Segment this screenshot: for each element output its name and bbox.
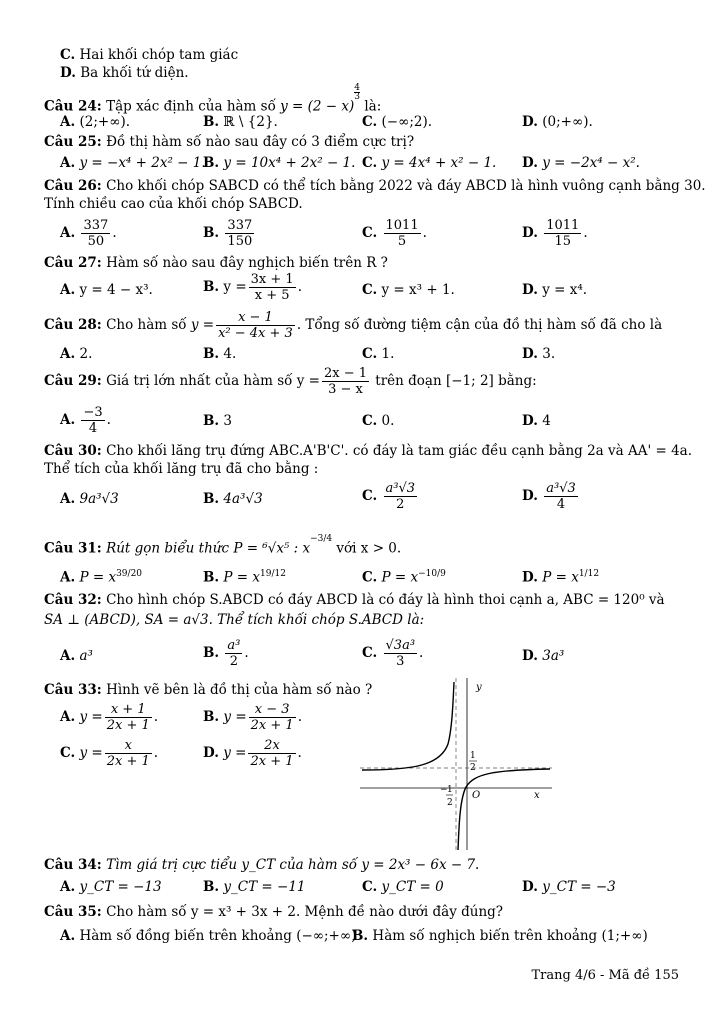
h-asym-den: 2 [470, 763, 476, 773]
q25-option-d: D. y = −2x⁴ − x². [522, 155, 640, 171]
q29-option-a: A. $\frac{-3}{4}$ . [60, 405, 111, 436]
q34-option-a: A. y_CT = −13 [60, 879, 162, 895]
q29-option-d: D. 4 [522, 413, 551, 429]
q33-option-b: B. y = $\frac{x - 3}{2x + 1}$ . [203, 702, 302, 733]
q33-graph [352, 674, 562, 854]
q25-option-b: B. y = 10x⁴ + 2x² − 1. [203, 155, 356, 171]
q31-option-b: B. $P = x^{19/12}$ [203, 569, 286, 586]
q35-option-b: B. Hàm số nghịch biến trên khoảng (1;+∞) [352, 928, 648, 944]
q27-option-c: C. y = x³ + 1. [362, 282, 455, 298]
q29-option-c: C. 0. [362, 413, 395, 429]
question-32: Câu 32: Cho hình chóp S.ABCD có đáy ABCD là có đáy là hình thoi cạnh a, ABC = 120⁰ và [44, 592, 665, 608]
q27-option-d: D. y = x⁴. [522, 282, 588, 298]
question-25: Câu 25: Đồ thị hàm số nào sau đây có 3 điểm cực trị? [44, 134, 415, 150]
question-29: Câu 29: Giá trị lớn nhất của hàm số y = $\frac{2x - 1}{3 - x}$ trên đoạn [−1; 2] bằng: [44, 366, 537, 397]
q26-option-d: D. $\frac{1011}{15}$ . [522, 218, 588, 249]
q26-option-b: B. $\frac{337}{150}$ [203, 218, 253, 249]
q32-option-b: B. $\frac{\text{a³}}{2}$ . [203, 638, 249, 669]
q33-option-c: C. y = $\frac{x}{2x + 1}$ . [60, 738, 159, 769]
q30-option-a: A. 9a³√3 [60, 491, 119, 507]
q32-option-c: C. $\frac{\text{√3a³}}{3}$ . [362, 638, 424, 669]
q25-option-a: A. y = −x⁴ + 2x² − 1. [60, 155, 206, 171]
q24-option-a: A. (2;+∞). [60, 114, 131, 130]
q24-option-c: C. (−∞;2). [362, 114, 433, 130]
q27-option-b: B. y = $\frac{3x + 1}{x + 5}$ . [203, 272, 302, 303]
q33-option-d: D. y = $\frac{2x}{2x + 1}$ . [203, 738, 302, 769]
q34-option-b: B. y_CT = −11 [203, 879, 306, 895]
q24-option-b: B. ℝ \ {2}. [203, 114, 278, 130]
q27-option-a: A. y = 4 − x³. [60, 282, 153, 298]
svg-text:−: − [440, 785, 448, 795]
page-footer: Trang 4/6 - Mã đề 155 [531, 968, 679, 983]
question-30: Câu 30: Cho khối lăng trụ đứng ABC.A'B'C'. có đáy là tam giác đều cạnh bằng 2a và AA' = 4a. [44, 443, 693, 459]
q28-option-a: A. 2. [60, 346, 93, 362]
q35-option-a: A. Hàm số đồng biến trên khoảng (−∞;+∞) [60, 928, 357, 944]
q30-option-b: B. 4a³√3 [203, 491, 263, 507]
q26-option-a: A. $\frac{337}{50}$ . [60, 218, 117, 249]
option-c: C. Hai khối chóp tam giác [60, 47, 239, 63]
q31-option-c: C. $P = x^{-10/9}$ [362, 569, 446, 586]
q25-option-c: C. y = 4x⁴ + x² − 1. [362, 155, 497, 171]
question-24: Câu 24: Tập xác định của hàm số y = (2 − x) $^{\frac{4}{3}}$ là: [44, 83, 382, 115]
question-30-line2: Thể tích của khối lăng trụ đã cho bằng : [44, 461, 319, 477]
question-34: Câu 34: Tìm giá trị cực tiểu y_CT của hàm số y = 2x³ − 6x − 7. [44, 857, 480, 873]
question-26: Câu 26: Cho khối chóp SABCD có thể tích bằng 2022 và đáy ABCD là hình vuông cạnh bằng 30. [44, 178, 706, 194]
h-asym-num: 1 [470, 751, 476, 761]
q32-option-a: A. a³ [60, 648, 93, 664]
question-31: Câu 31: Rút gọn biểu thức P = ⁶√x⁵ : $x^{-3/4}$ với x > 0. [44, 534, 402, 557]
curve-left-branch [362, 682, 454, 770]
curve-right-branch [458, 769, 550, 850]
q26-option-c: C. $\frac{1011}{5}$ . [362, 218, 427, 249]
question-32-line2: SA ⊥ (ABCD), SA = a√3. Thể tích khối chóp S.ABCD là: [44, 612, 425, 628]
q24-option-d: D. (0;+∞). [522, 114, 593, 130]
q28-option-b: B. 4. [203, 346, 237, 362]
origin-label: O [472, 790, 481, 801]
y-axis-label: y [476, 682, 482, 693]
option-d: D. Ba khối tứ diện. [60, 65, 189, 81]
q32-option-d: D. 3a³ [522, 648, 565, 664]
question-27: Câu 27: Hàm số nào sau đây nghịch biến trên R ? [44, 255, 388, 271]
q33-option-a: A. y = $\frac{x + 1}{2x + 1}$ . [60, 702, 159, 733]
question-35: Câu 35: Cho hàm số y = x³ + 3x + 2. Mệnh đề nào dưới đây đúng? [44, 904, 504, 920]
q34-option-c: C. y_CT = 0 [362, 879, 444, 895]
question-28: Câu 28: Cho hàm số y = $\frac{x - 1}{\text{x² − 4x + 3}}$ . Tổng số đường tiệm cận của đồ thị hàm số đã cho là [44, 310, 663, 341]
q30-option-d: D. $\frac{\text{a³√3}}{4}$ [522, 481, 576, 512]
question-26-line2: Tính chiều cao của khối chóp SABCD. [44, 196, 303, 212]
q28-option-c: C. 1. [362, 346, 395, 362]
svg-text:1: 1 [447, 785, 453, 795]
x-axis-label: x [534, 790, 540, 801]
q31-option-d: D. $P = x^{1/12}$ [522, 569, 600, 586]
svg-text:2: 2 [447, 798, 453, 808]
q34-option-d: D. y_CT = −3 [522, 879, 616, 895]
q30-option-c: C. $\frac{\text{a³√3}}{2}$ [362, 481, 416, 512]
q29-option-b: B. 3 [203, 413, 233, 429]
q31-option-a: A. $P = x^{39/20}$ [60, 569, 143, 586]
q28-option-d: D. 3. [522, 346, 556, 362]
question-33: Câu 33: Hình vẽ bên là đồ thị của hàm số nào ? [44, 682, 373, 698]
